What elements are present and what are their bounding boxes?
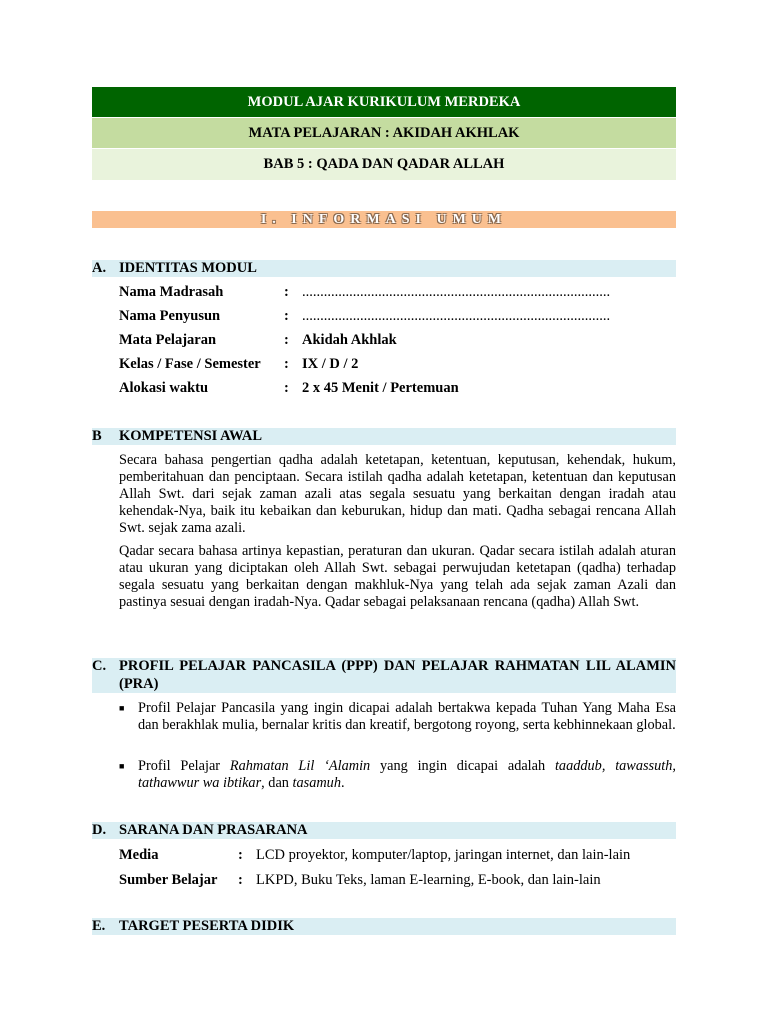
row-colon: : xyxy=(284,380,289,396)
row-label: Kelas / Fase / Semester xyxy=(119,356,261,372)
row-label: Sumber Belajar xyxy=(119,872,218,888)
italic-term: Rahmatan Lil ‘Alamin xyxy=(229,758,371,774)
row-colon: : xyxy=(284,332,289,348)
section-title: PROFIL PELAJAR PANCASILA (PPP) DAN PELAJAR RAHMATAN LIL ALAMIN (PRA) xyxy=(119,658,676,692)
bullet-text xyxy=(138,758,676,792)
row-label: Nama Penyusun xyxy=(119,308,221,324)
row-label: Mata Pelajaran xyxy=(119,332,217,348)
row-label: Nama Madrasah xyxy=(119,284,224,300)
row-colon: : xyxy=(284,356,289,372)
row-value: ..................................................................................... xyxy=(302,308,611,324)
subject-banner: MATA PELAJARAN : AKIDAH AKHLAK xyxy=(92,118,676,148)
module-title-banner: MODUL AJAR KURIKULUM MERDEKA xyxy=(92,87,676,117)
square-bullet-icon: ■ xyxy=(119,761,125,771)
section-identitas-header xyxy=(92,260,676,277)
row-label: Alokasi waktu xyxy=(119,380,209,396)
section-title: KOMPETENSI AWAL xyxy=(119,428,263,444)
section-target-header xyxy=(92,918,676,935)
row-value: ..................................................................................... xyxy=(302,284,611,300)
section-letter: B xyxy=(92,428,102,444)
italic-term: tasamuh xyxy=(292,775,341,791)
row-value: 2 x 45 Menit / Pertemuan xyxy=(302,380,459,396)
row-colon: : xyxy=(238,872,243,888)
section-title: TARGET PESERTA DIDIK xyxy=(119,918,295,934)
section-kompetensi-header xyxy=(92,428,676,445)
sarana-row-sumber xyxy=(119,871,679,889)
list-item xyxy=(119,700,676,752)
bullet-text: Profil Pelajar Pancasila yang ingin dicapai adalah bertakwa kepada Tuhan Yang Maha Esa dan berakhlak mulia, bernalar kritis dan kreatif, bergotong royong, serta kebhinnekaan global. xyxy=(138,700,676,733)
row-value: IX / D / 2 xyxy=(302,356,359,372)
kompetensi-paragraph-qadha: Secara bahasa pengertian qadha adalah ketetapan, ketentuan, keputusan, kehendak, hukum, pemberitahuan dan penciptaan. Secara istilah qadha adalah ketetapan, ketentuan dan keputusan Allah Swt. dari sejak zaman azali atas segala sesuatu yang berkaitan dengan iradah atau kehendak-Nya, baik itu kebaikan dan keburukan, hidup dan mati. Qadha sebagai rencana Allah Swt. sejak zama azali. xyxy=(119,452,676,536)
row-value: LKPD, Buku Teks, laman E-learning, E-book, dan lain-lain xyxy=(256,872,601,888)
identity-row-kelas xyxy=(119,355,679,373)
row-colon: : xyxy=(238,847,243,863)
text-run: . xyxy=(340,775,345,791)
section-letter: C. xyxy=(92,658,107,674)
identity-row-madrasah xyxy=(119,283,679,301)
informasi-umum-banner: I. INFORMASI UMUM xyxy=(92,211,676,228)
section-title: IDENTITAS MODUL xyxy=(119,260,257,276)
row-colon: : xyxy=(284,308,289,324)
section-profil-header xyxy=(92,658,676,693)
chapter-banner: BAB 5 : QADA DAN QADAR ALLAH xyxy=(92,149,676,180)
section-letter: E. xyxy=(92,918,106,934)
section-letter: D. xyxy=(92,822,107,838)
identity-row-penyusun xyxy=(119,307,679,325)
text-run: , dan xyxy=(261,775,293,791)
identity-row-alokasi xyxy=(119,379,679,397)
row-label: Media xyxy=(119,847,159,863)
section-sarana-header xyxy=(92,822,676,839)
text-run: yang ingin dicapai adalah xyxy=(370,758,555,774)
kompetensi-paragraph-qadar: Qadar secara bahasa artinya kepastian, peraturan dan ukuran. Qadar secara istilah adalah aturan atau ukuran yang diciptakan oleh Allah Swt. sebagai perwujudan ketetapan (qadha) terhadap segala sesuatu yang berkaitan dengan makhluk-Nya yang telah ada sejak zaman Azali dan pastinya sesuai dengan iradah-Nya. Qadar sebagai pelaksanaan rencana (qadha) Allah Swt. xyxy=(119,543,676,610)
row-colon: : xyxy=(284,284,289,300)
identity-row-mapel xyxy=(119,331,679,349)
row-value: Akidah Akhlak xyxy=(302,332,397,348)
text-run: Profil Pelajar xyxy=(138,758,230,774)
italic-term: taaddub, tawassuth, tathawwur wa ibtikar xyxy=(138,758,676,791)
sarana-row-media xyxy=(119,846,679,864)
section-title: SARANA DAN PRASARANA xyxy=(119,822,308,838)
square-bullet-icon: ■ xyxy=(119,703,125,713)
list-item xyxy=(119,758,676,793)
section-letter: A. xyxy=(92,260,107,276)
row-value: LCD proyektor, komputer/laptop, jaringan internet, dan lain-lain xyxy=(256,847,631,863)
